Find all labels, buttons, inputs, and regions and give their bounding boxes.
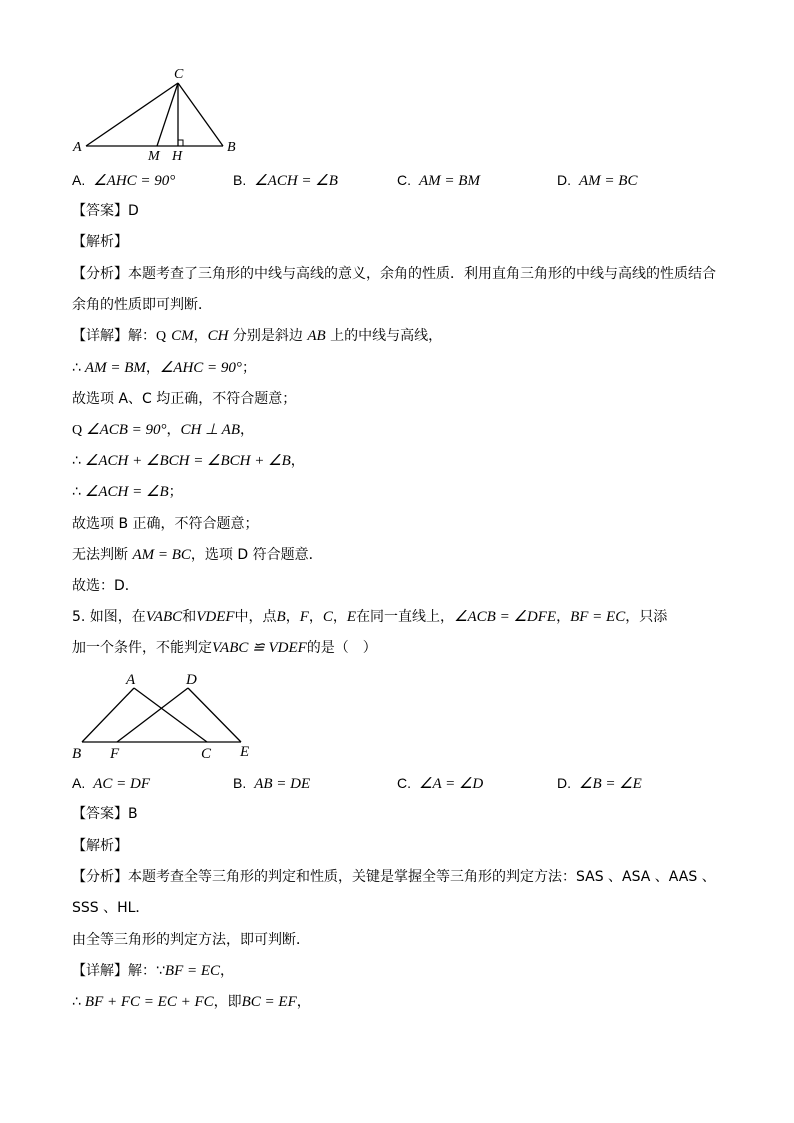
median-cm [157,83,178,146]
q5-option-d [557,773,642,794]
because-symbol: Q [156,329,167,344]
q4-option-a [72,170,175,191]
q5-option-c [397,773,483,794]
math: ∠AHC = 90° [159,360,242,376]
text: 【详解】解： [72,963,156,979]
option-label: D. [557,775,571,791]
therefore-symbol: ∴ [72,360,81,376]
segment-df [117,688,188,742]
math: ∠ACH + ∠BCH = ∠BCH + ∠B [84,453,291,469]
q4-option-d [557,170,637,191]
option-text: AM = BC [579,173,638,189]
q4-step8: 故选：D． [72,578,139,594]
option-text: AC = DF [93,776,151,792]
figure-two-triangles [0,660,794,770]
text: 加一个条件，不能判定 [72,640,212,656]
q5-stem-line1 [72,607,667,627]
q5-answer: 【答案】B [72,806,138,822]
option-label: A. [72,775,86,791]
q5-xiangjie [72,961,234,981]
text: 无法判断 [72,547,133,563]
q4-fenxi-line1: 【分析】本题考查了三角形的中线与高线的意义，余角的性质．利用直角三角形的中线与高线的性质结合 [72,266,716,282]
q4-step5 [72,482,183,502]
side-ac [86,83,178,146]
q4-step2: 故选项 A、C 均正确，不符合题意； [72,391,297,407]
text: 的是（ ） [306,640,377,656]
text: ，选项 D 符合题意． [190,547,323,563]
q5-stem-line2 [72,638,377,658]
math: BF = EC [164,963,221,979]
text: 和 [182,609,197,625]
segment-ab [82,688,134,742]
text: ， [556,609,571,625]
math: F [299,609,309,625]
math: VABC [145,609,183,625]
q4-step3 [72,420,254,441]
text: ， [193,328,208,344]
text: 分别是斜边 [228,328,308,344]
q4-fenxi-line2: 余角的性质即可判断． [72,297,212,313]
label-point-b: B [72,746,82,762]
q4-analysis-heading: 【解析】 [72,234,128,250]
text: ， [145,360,160,376]
option-text: ∠AHC = 90° [93,173,176,189]
math: AM = BC [132,547,191,563]
because-symbol: ∵ [156,963,165,979]
q4-option-b [233,170,338,191]
option-text: AB = DE [254,776,311,792]
math: CH [207,328,229,344]
therefore-symbol: ∴ [72,453,81,469]
text: ， [308,609,323,625]
label-vertex-c: C [174,67,184,82]
side-bc [178,83,223,146]
therefore-symbol: ∴ [72,994,81,1010]
math: E [346,609,357,625]
label-point-h: H [172,149,183,164]
label-point-e: E [240,744,250,760]
option-text: AM = BM [419,173,480,189]
option-label: B. [233,172,247,188]
label-vertex-a: A [126,672,136,688]
q4-xiangjie [72,326,442,347]
q5-fenxi-line1: 【分析】本题考查全等三角形的判定和性质，关键是掌握全等三角形的判定方法：SAS 、ASA 、AAS 、 [72,869,716,885]
text: ，只添 [625,609,668,625]
math: BC = EF [241,994,297,1010]
option-text: ∠ACH = ∠B [254,173,338,189]
math: CM [171,328,194,344]
math: ∠ACB = 90° [86,422,167,438]
text: 【详解】解： [72,328,156,344]
q4-step4 [72,451,305,471]
text: ， [290,453,305,469]
label-vertex-a: A [73,140,82,155]
text: 中，点 [234,609,277,625]
q5-option-b [233,773,310,794]
math: ∠ACB = ∠DFE [454,609,557,625]
math: CH ⊥ AB [180,422,240,438]
text: ； [241,360,256,376]
text: 在同一直线上， [356,609,455,625]
text: 上的中线与高线， [325,328,443,344]
option-label: A. [72,172,86,188]
text: ，即 [213,994,242,1010]
math: BF = EC [570,609,626,625]
label-point-c: C [201,746,212,762]
q4-answer: 【答案】D [72,203,139,219]
text: ， [285,609,300,625]
q4-step7 [72,545,323,565]
text: ， [296,994,311,1010]
q5-option-a [72,773,150,794]
therefore-symbol: ∴ [72,484,81,500]
text: 5. 如图，在 [72,609,146,625]
text: ， [240,422,254,438]
text: ， [220,963,235,979]
math: AB [307,328,326,344]
q5-fenxi-line3: 由全等三角形的判定方法，即可判断． [72,932,310,948]
label-vertex-b: B [227,140,236,155]
math: VDEF [196,609,235,625]
option-label: C. [397,172,411,188]
text: ； [168,484,183,500]
option-label: C. [397,775,411,791]
math: ∠ACH = ∠B [84,484,169,500]
label-point-m: M [148,149,160,164]
because-symbol: Q [72,423,83,438]
math: AM = BM [84,360,146,376]
q4-step1 [72,358,256,378]
q5-fenxi-line2: SSS 、HL． [72,900,150,916]
option-text: ∠B = ∠E [579,776,642,792]
math: B [276,609,286,625]
label-vertex-d: D [186,672,197,688]
option-label: D. [557,172,571,188]
figure-triangle-median-altitude [0,0,794,170]
math: VABC ≌ VDEF [212,640,307,656]
option-text: ∠A = ∠D [419,776,484,792]
q4-step6: 故选项 B 正确，不符合题意； [72,516,259,532]
math: C [322,609,333,625]
q5-analysis-heading: 【解析】 [72,838,128,854]
label-point-f: F [110,746,120,762]
option-label: B. [233,775,247,791]
math: BF + FC = EC + FC [84,994,214,1010]
q4-option-c [397,170,480,191]
q5-last-step [72,992,311,1012]
right-angle-mark [178,140,183,146]
text: ， [332,609,347,625]
text: ， [166,422,181,438]
